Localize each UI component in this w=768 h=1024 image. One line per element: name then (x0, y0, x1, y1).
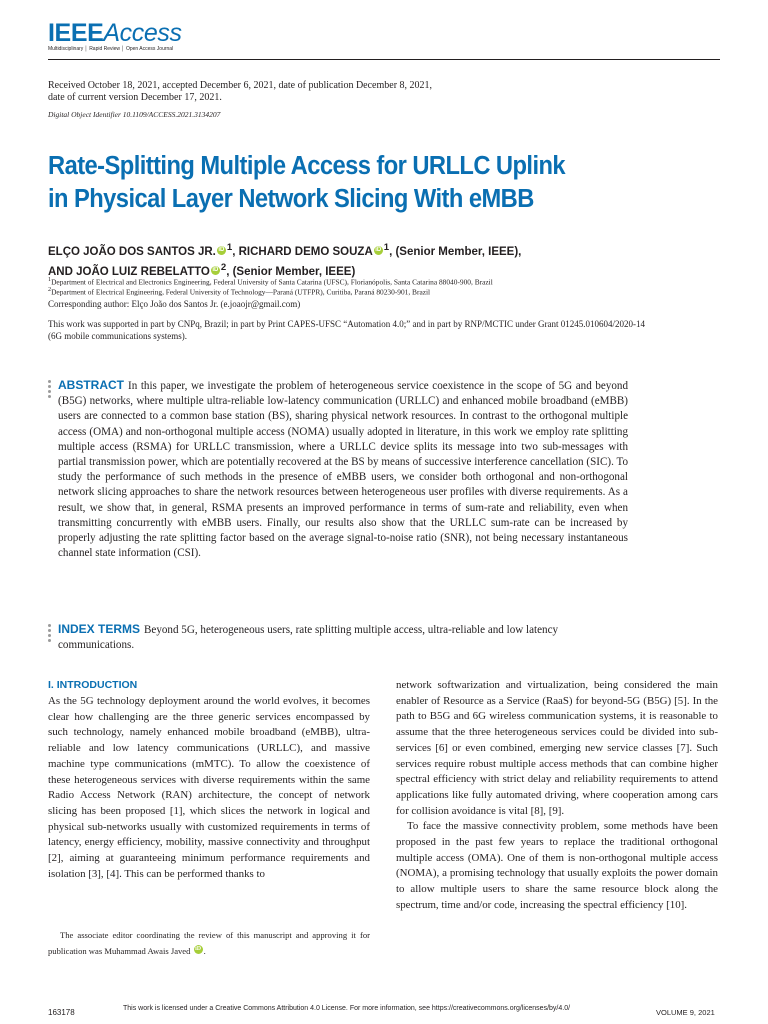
author-2-name: , RICHARD DEMO SOUZA (232, 245, 373, 258)
abstract-text: In this paper, we investigate the problem of heterogeneous service coexistence in the scope of 5G and beyond (B5G) networks, where multiple ultra-reliable low-latency communication (URLLC) and enhanced mobile broadband (eMBB) users are connected to a common base station (BS), sharing physical network resources. In contrast to the orthogonal multiple access (OMA) and non-orthogonal multiple access (NOMA) usually adopted in literature, in this work we employ rate splitting multiple access (RSMA) for URLLC transmission, where a URLLC device splits its message into two sub-messages with partial transmission power, which are potentially recovered at the BS by means of successive interference cancellation (SIC). To study the performance of such methods in the presence of eMBB users, we consider both orthogonal and non-orthogonal network slicing approaches to share the network resources between heterogeneous user profiles with diverse requirements. As a result, we show that, in general, RSMA presents an improved performance in terms of sum-rate and reliability, even when transmitting concurrently with eMBB users. Finally, our results also show that the URLLC sum-rate can be increased by properly adjusting the rate splitting factor based on the average signal-to-noise ratio (SNR), not being necessary instantaneous channel state information (CSI). (58, 380, 628, 560)
orcid-icon[interactable]: iD (195, 945, 202, 952)
affiliation-2: Department of Electrical Engineering, Federal University of Technology—Paraná (UTFPR), Curitiba, Paraná 80230-901, Brazil (51, 287, 431, 297)
author-3-affil: 2 (220, 261, 227, 273)
paper-title (48, 150, 673, 216)
title-line-2: in Physical Layer Network Slicing With eMBB (48, 185, 534, 213)
journal-name-italic: Access (103, 19, 182, 47)
index-terms-text: Beyond 5G, heterogeneous users, rate splitting multiple access, ultra-reliable and low latency communications. (58, 624, 559, 652)
editor-footnote (48, 928, 370, 960)
footnote-end: . (203, 945, 206, 956)
author-list (48, 240, 720, 280)
paragraph: As the 5G technology deployment around the world evolves, it becomes clear how challenging are the three generic services encompassed by such technology, namely enhanced mobile broadband (eMBB), ultra-reliable and low latency communications (URLLC), and massive machine type communications (mMTC). To allow the coexistence of these heterogeneous services with diverse requirements within the same Radio Access Network (RAN) architecture, the concept of network slicing has been proposed [1], which slices the network in logical and physical sub-networks usually with customized requirements in terms of latency, energy efficiency, mobility, massive connectivity and throughput [2], aiming at guaranteeing minimum performance requirements and isolation [3], [4]. This can be performed thanks to (48, 695, 370, 880)
doi: Digital Object Identifier 10.1109/ACCESS.2021.3134207 (48, 110, 221, 119)
footnote-text: The associate editor coordinating the review of this manuscript and approving it for publication was Muhammad Awais Javed (48, 930, 370, 956)
abstract-label: ABSTRACT (58, 378, 124, 392)
paragraph: network softwarization and virtualization, being considered the main enabler of Resource as a Service (RaaS) for beyond-5G (B5G) [5]. In the path to B5G and 6G wireless communication systems, it is reasonable to assume that the three heterogeneous services could be divided into sub-services [6] or even combined, emerging new service classes [7]. Such services require robust multiple access methods that can combine higher spectral efficiency with strict delay and reliability requirements to attend applications like fully automated driving, where cooperation among cars for collision avoidance is vital [8], [9]. (396, 679, 718, 817)
orcid-icon[interactable]: iD (218, 246, 225, 253)
abstract (58, 378, 628, 561)
paragraph: To face the massive connectivity problem, some methods have been proposed in the past few years to replace the traditional orthogonal multiple access (OMA). One of them is non-orthogonal multiple access (NOMA), a promising technology that usually exploits the power domain to allow multiple users to share the same resource block along the spectrum, time and/or code, increasing the spectral efficiency [10]. (396, 820, 718, 911)
index-terms (58, 622, 628, 653)
body-column-right (396, 678, 718, 914)
page-number: 163178 (48, 1008, 75, 1017)
publication-history (48, 80, 720, 104)
index-terms-label: INDEX TERMS (58, 622, 141, 636)
author-3-name: AND JOÃO LUIZ REBELATTO (48, 265, 210, 278)
author-2-suffix: , (Senior Member, IEEE), (389, 245, 522, 258)
license-note: This work is licensed under a Creative Commons Attribution 4.0 License. For more information, see https://creativecommons.org/licenses/by/4.0/ (123, 1005, 571, 1012)
author-2-affil: 1 (383, 242, 390, 253)
affiliation-1: Department of Electrical and Electronics Engineering, Federal University of Santa Catarina (UFSC), Florianópolis, Santa Catarina 88040-900, Brazil (51, 277, 493, 287)
volume-label: VOLUME 9, 2021 (656, 1008, 715, 1017)
corresponding-author: Corresponding author: Elço João dos Santos Jr. (e.joaojr@gmail.com) (48, 299, 301, 309)
received-line-1: Received October 18, 2021, accepted December 6, 2021, date of publication December 8, 2021, (48, 80, 433, 91)
funding-note: This work was supported in part by CNPq, Brazil; in part by Print CAPES-UFSC “Automation 4.0;” and in part by RNP/MCTIC under Grant 01245.010604/2020-14 (6G mobile communications systems). (48, 319, 645, 341)
journal-logo (48, 20, 182, 52)
body-column-left (48, 694, 370, 882)
orcid-icon[interactable]: iD (375, 246, 382, 253)
author-1-name: ELÇO JOÃO DOS SANTOS JR. (48, 245, 216, 258)
author-3-suffix: , (Senior Member, IEEE) (226, 265, 356, 278)
orcid-icon[interactable]: iD (212, 266, 219, 273)
journal-name-bold: IEEE (48, 19, 104, 47)
received-line-2: date of current version December 17, 2021. (48, 92, 222, 103)
affiliation-1-number: 1 (48, 277, 52, 283)
author-1-affil: 1 (226, 242, 233, 253)
index-terms-dots-icon (48, 624, 51, 644)
journal-tagline: Multidisciplinary │ Rapid Review │ Open Access Journal (48, 46, 174, 52)
affiliation-2-number: 2 (48, 287, 52, 294)
section-heading: I. INTRODUCTION (48, 679, 138, 691)
header-rule (48, 59, 720, 60)
title-line-1: Rate-Splitting Multiple Access for URLLC Uplink (48, 152, 566, 180)
abstract-dots-icon (48, 380, 51, 400)
affiliations (48, 276, 720, 297)
